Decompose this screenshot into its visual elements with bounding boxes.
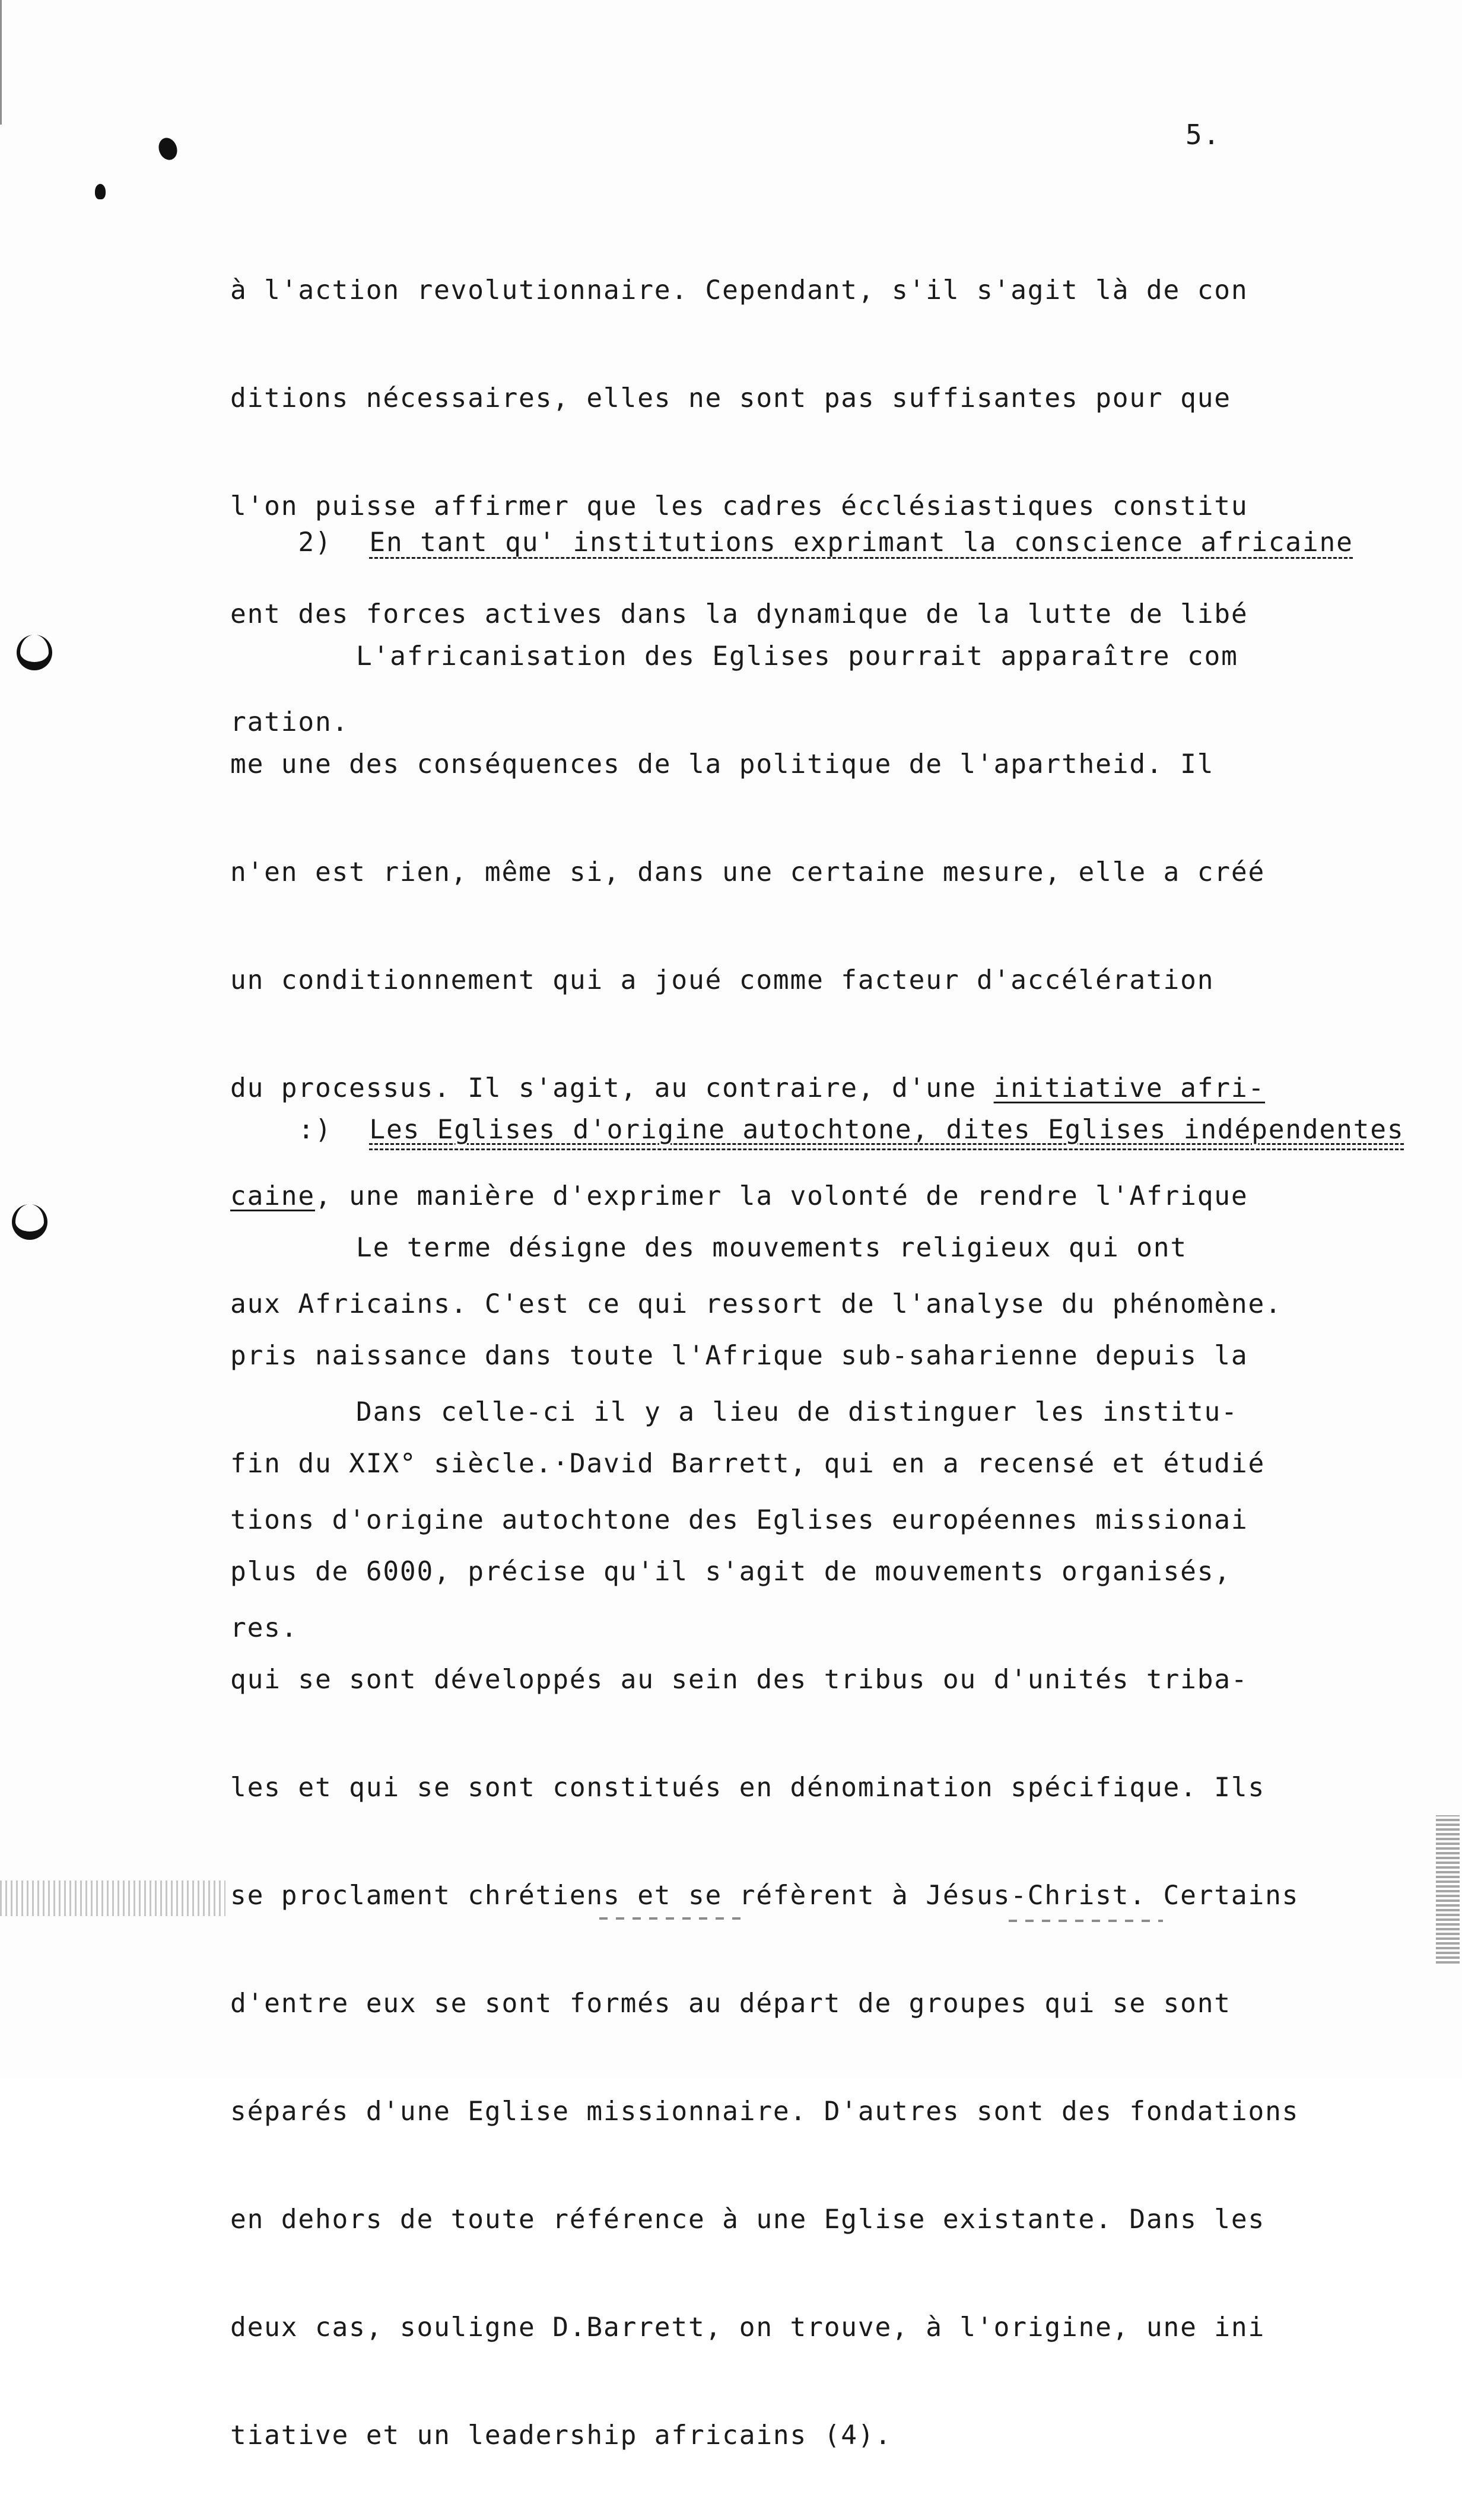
text-line: se proclament chrétiens et se réfèrent à Jésus-Christ. Certains — [230, 1881, 1299, 1911]
binding-hole-icon — [17, 635, 52, 670]
text-span: , une manière d'exprimer la volonté de rendre l'Afrique — [314, 1181, 1248, 1211]
text-line: plus de 6000, précise qu'il s'agit de mouvements organisés, — [230, 1557, 1231, 1587]
section-number: 2) — [298, 527, 332, 558]
text-line: ditions nécessaires, elles ne sont pas suffisantes pour que — [230, 383, 1231, 413]
text-line: res. — [230, 1613, 298, 1643]
text-line: ration. — [230, 707, 349, 737]
section-c-paragraph — [230, 1164, 1375, 2520]
text-line: fin du XIX° siècle.·David Barrett, qui en a recensé et étudié — [230, 1449, 1266, 1479]
section-heading-c — [230, 1084, 1404, 1175]
text-line: en dehors de toute référence à une Eglise existante. Dans les — [230, 2204, 1266, 2235]
text-line: aux Africains. C'est ce qui ressort de l'analyse du phénomène. — [230, 1289, 1282, 1319]
text-line: qui se sont développés au sein des tribus ou d'unités triba- — [230, 1665, 1248, 1695]
text-line: d'entre eux se sont formés au départ de groupes qui se sont — [230, 1988, 1231, 2019]
text-line: à l'action revolutionnaire. Cependant, s'il s'agit là de con — [230, 275, 1248, 306]
scan-edge-line — [0, 0, 2, 2079]
section-number: :) — [298, 1115, 332, 1145]
text-line: tions d'origine autochtone des Eglises européennes missionai — [230, 1505, 1248, 1535]
section-title: Les Eglises d'origine autochtone, dites Eglises indépendentes — [369, 1115, 1404, 1150]
binding-hole-icon — [12, 1204, 47, 1240]
text-line: n'en est rien, même si, dans une certaine mesure, elle a créé — [230, 857, 1266, 887]
text-line: Dans celle-ci il y a lieu de distinguer les institu- — [356, 1397, 1238, 1427]
punch-mark-icon — [95, 184, 106, 199]
text-line: les et qui se sont constitués en dénomination spécifique. Ils — [230, 1773, 1266, 1803]
text-line: deux cas, souligne D.Barrett, on trouve, à l'origine, une ini — [230, 2312, 1266, 2343]
text-line: L'africanisation des Eglises pourrait apparaître com — [356, 641, 1238, 672]
text-line: pris naissance dans toute l'Afrique sub-saharienne depuis la — [230, 1341, 1248, 1371]
underlined-phrase: initiative afri- — [993, 1073, 1266, 1103]
scan-noise — [0, 1881, 225, 1916]
text-line: un conditionnement qui a joué comme facteur d'accélération — [230, 965, 1215, 995]
scan-noise — [1436, 1815, 1460, 1964]
text-line: ent des forces actives dans la dynamique de la lutte de libé — [230, 599, 1248, 629]
section-title: En tant qu' institutions exprimant la conscience africaine — [369, 527, 1353, 558]
underlined-phrase: caine — [230, 1181, 315, 1211]
text-line: Le terme désigne des mouvements religieux qui ont — [356, 1233, 1187, 1263]
text-span: du processus. Il s'agit, au contraire, d'une — [230, 1073, 994, 1103]
text-line: séparés d'une Eglise missionnaire. D'autres sont des fondations — [230, 2096, 1299, 2127]
punch-mark-icon — [155, 135, 180, 163]
page-number: 5. — [1186, 119, 1221, 151]
text-line: tiative et un leadership africains (4). — [230, 2420, 892, 2451]
text-line: l'on puisse affirmer que les cadres écclésiastiques constitu — [230, 491, 1248, 521]
text-line: me une des conséquences de la politique de l'apartheid. Il — [230, 749, 1215, 779]
